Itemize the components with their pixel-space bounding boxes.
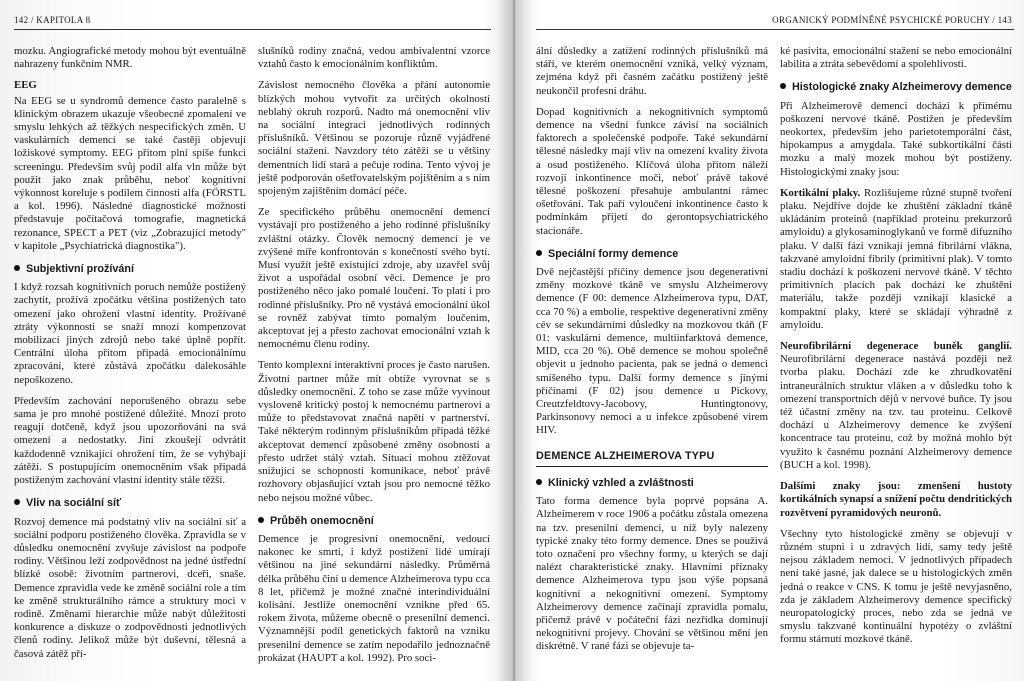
section-heading	[780, 81, 1012, 94]
section-heading	[14, 263, 246, 276]
section-heading	[536, 477, 768, 490]
paragraph: Tato forma demence byla poprvé popsána A. Alzheimerem v roce 1906 a počátku zůstala omezena na tzv. presenilní demenci, u níž byly nalezeny typické znaky této formy demence. Dnes se použivá toto označení pro všechny formy, u kterých se dají nalézt charakteristické znaky. Hlavními příznaky demence Alzheimerova typu jsou výše popsaná kognitivní a nekognitivní omezení. Symptomy Alzheimerovy demence začínají zpravidla pomalu, přičemž právě v počáteční fázi nezřídka dominují nekognitivní projevy. Chování se většinou mění jen diskrétně. V rané fázi se objevuje ta-	[536, 495, 768, 653]
paragraph: Na EEG se u syndromů demence často paralelně s klinickým obrazem ukazuje všeobecné zpomalení ve smyslu lehkých až těžkých nespecifických změn. U vaskulárních demencí se také častěji objevují ložiskové symptomy. EEG přitom plní spíše funkci screeningu. Především svůj podíl alfa vln může být použit jako znak průběhu, neboť kognitivní výkonnost koreluje s podílem činnosti alfa (FÖRSTL a kol. 1996). Následné diagnostické možnosti představuje počítačová tomografie, magnetická rezonance, SPECT a PET (viz „Zobrazující metody" v kapitole „Psychiatrická diagnostika").	[14, 94, 246, 252]
paragraph: mozku. Angiografické metody mohou být eventuálně nahrazeny funkčním NMR.	[14, 45, 246, 71]
column-3	[536, 45, 768, 662]
paragraph-lead: Kortikální plaky.	[780, 186, 861, 199]
paragraph: Dvě nejčastější příčiny demence jsou degenerativní změny mozkové tkáně ve smyslu Alzheimerovy demence (F 00: demence Alzheimerova typu, DAT, cca 70 %) a embolie, respektive degenerativní změny cév se sekundárními důsledky na mozkovou tkáň (F 01: vaskulární demence, multiinfarktová demence, MID, cca 20 %). Obě demence se mohou společně objevit u jednoho pacienta, pak se jedná o demenci smíšeného typu. Další formy demence s jinými příčinami (F 02) jsou demence u Pickovy, Creutzfeldtovy-Jacobovy, Huntingtonovy, Parkinsonovy nemoci a u infekce způsobené virem HIV.	[536, 266, 768, 437]
paragraph: ké pasivita, emocionální stažení se nebo emocionální labilita a ztráta sebevědomí a spolehlivosti.	[780, 45, 1012, 71]
column-4	[780, 45, 1012, 655]
bullet-icon	[536, 479, 542, 485]
paragraph: Rozvoj demence má podstatný vliv na sociální síť a sociální podporu postiženého člověka. Zpravidla se v důsledku onemocnění zvyšuje závislost na podpoře rodiny. Většinou leží zodpovědnost na jedné ústřední blízké osobě: životním partnerovi, dceři, snaše. Demence zpravidla vede ke změně sociální role a tím ke změně strukturálního rámce a struktury moci v rodině. Změnami hierarchie může nabýt důležitosti konkurence a diskuze o zodpovědnosti jednotlivých členů rodiny. Jelikož může být duševní, tělesná a časová zátěž pří-	[14, 515, 246, 660]
section-heading	[258, 515, 490, 528]
header-rule-left	[14, 29, 491, 30]
section-heading-eeg: EEG	[14, 79, 37, 92]
section-heading-text: Speciální formy demence	[548, 247, 679, 260]
section-heading	[536, 248, 768, 261]
paragraph: Při Alzheimerově demenci dochází k přímému poškození nervové tkáně. Postižen je především neokortex, především jeho parietotemporální část, hipokampus a amygdala. Také subkortikální části mozku a malý mozek mohou být postiženy. Histologickými znaky jsou:	[780, 99, 1012, 178]
paragraph: Tento komplexní interaktivní proces je často narušen. Životní partner může mít obtíže vyrovnat se s důsledky onemocnění. Z toho se zase může vyvinout vysloveně kritický postoj k nemocnému partnerovi a může to představovat značná napětí v partnerství. Také některým rodinným příslušníkům připadá těžké akceptovat demencí způsobené změny osobnosti a přesto udržet stálý vztah. Situaci mohou ztěžovat snižující se schopnosti komunikace, neboť právě rozhovory objasňující vztah jsou pro nemocné těžko nebo nejsou možné vůbec.	[258, 359, 490, 504]
chapter-heading: DEMENCE ALZHEIMEROVA TYPU	[536, 450, 768, 467]
paragraph: Ze specifického průběhu onemocnění demencí vystávají pro postiženého a jeho rodinné příslušníky zvláštní otázky. Člověk nemocný demencí je ve zvýšené míře konfrontován s konečností svého bytí. Musí využít ještě existující zdroje, aby uzavřel svůj život a uspořádal osobní věci. Demence je pro postiženého něco jako pomalé loučení. To platí i pro rodinné příslušníky. Pro ně vystává emocionální úkol se rovněž zabývat tímto pomalým loučením, akceptovat jej a přesto zachovat emocionální vztah k nemocnému členu rodiny.	[258, 206, 490, 351]
bullet-icon	[780, 83, 786, 89]
paragraph-lead: Neurofibrilární degenerace buněk ganglií.	[780, 340, 1012, 353]
section-heading-text: Subjektivní prožívání	[26, 263, 134, 276]
section-heading-text: Histologické znaky Alzheimerovy demence	[792, 81, 1012, 94]
book-spine	[496, 0, 532, 681]
paragraph: Dalšími znaky jsou: zmenšení hustoty kortikálních synapsí a snížení počtu dendritických rozvětvení pyramidových neuronů.	[780, 480, 1012, 519]
paragraph-body: Neurofibrilární degenerace nastává později než tvorba plaku. Dochází zde ke zhrudkovatění intraneurálních struktur vláken a v důsledku toho k omezení transportních dějů v nervové buňce. Ty jsou též účastní změny na tzv. tau proteinu. Celkově dochází u Alzheimerovy demence ke zvýšení koncentrace tau proteinu, což by možná mohlo být využito k časnému poznání Alzheimerovy demence (BUCH a kol. 1998).	[780, 353, 1012, 471]
paragraph: Dopad kognitivních a nekognitivních symptomů demence na všední funkce závisí na sociálních faktorech a společenské podpoře. Také sekundární tělesné následky mají vliv na omezení kvality života a osud postiženého. Klíčová úloha přitom náleží rozvoji inkontinence moči, neboť právě takové tělesné poškození přesahuje ambulantní rámec ošetřování. Tak paří vyloučení inkontinence často k podmínkám přijetí do gerontopsychiatrického stacionáře.	[536, 105, 768, 237]
section-heading-text: Klinický vzhled a zvláštnosti	[548, 476, 694, 489]
section-heading	[14, 497, 246, 510]
paragraph	[780, 340, 1012, 472]
column-1	[14, 45, 246, 669]
section-heading-text: Vliv na sociální síť	[26, 497, 122, 510]
paragraph	[780, 187, 1012, 332]
paragraph: Především zachování neporušeného obrazu sebe sama je pro mnohé postižené důležité. Mnozí proto reagují dotčeně, když jsou upozorňováni na svá omezení a nedostatky. Jiní zkoušejí odvrátit každodenně vznikající ohrožení tím, že se vyhýbají zátěží. S postupujícím onemocněním však připadá postiženým zachování vlastní identity stále těžší.	[14, 394, 246, 487]
page-header-right: ORGANICKÝ PODMÍNĚNÉ PSYCHICKÉ PORUCHY / 143	[772, 15, 1012, 25]
bullet-icon	[14, 265, 20, 271]
paragraph: slušníků rodiny značná, vedou ambivalentní vzorce vztahů často k emocionálním konfliktům.	[258, 45, 490, 71]
section-heading-text: Průběh onemocnění	[270, 514, 374, 527]
paragraph: I když rozsah kognitivních poruch nemůže postižený zachytit, prožívá zpočátku většina postižených tato omezení jako ohrožení vlastní identity. Prožívané ztráty výkonnosti se snaží mnozí kompenzovat mobilizací jiných zdrojů nebo také úplně popřít. Centrální úloha přitom připadá emocionálnímu zpracování, které zůstává zpočátku dalekosáhle nepoškozeno.	[14, 281, 246, 386]
paragraph: Demence je progresivní onemocnění, vedoucí nakonec ke smrti, i když postižení lidé umírají většinou na jiné sekundární následky. Průměrná délka průběhu činí u demence Alzheimerova typu cca 8 let, přičemž je možné značné interindividuální kolísání. Jestliže onemocnění vznikne před 65. rokem života, můžeme obecně o presenilní demenci. Významnější podíl genetických faktorů na vzniku presenilní demence se zatím nepodařilo jednoznačně prokázat (HAUPT a kol. 1992). Pro soci-	[258, 532, 490, 664]
paragraph: Závislost nemocného člověka a přání autonomie blízkých mohou vytvořit za určitých okolností neblahý okruh rozporů. Nadto má onemocnění vliv na sociální integraci jednotlivých rodinných příslušníků. Většinou se pozoruje různě vyjádřené sociální stažení. Navzdory této zátěži se u většiny dementních lidí stará a pečuje rodina. Tento vývoj je ještě podporován ošetřovatelským pojištěním a s ním spojeným zajištěním domácí péče.	[258, 79, 490, 198]
bullet-icon	[258, 517, 264, 523]
paragraph: Všechny tyto histologické změny se objevují v různém stupni i u zdravých lidí, samy tedy ještě nejsou základem nemoci. V jednotlivých případech není také jasné, jak dalece se u histologických změn jedná o reakce v CNS. K tomu je ještě nevyjasněno, zda je základem Alzheimerovy demence specifický neuropatologický proces, nebo zda se jedná ve smyslu takzvané kontinuální hypotézy o zvláštní formu stárnutí mozkové tkáně.	[780, 527, 1012, 646]
paragraph-body: Rozlišujeme různé stupně tvoření plaku. Nejdříve dojde ke zhuštění základní tkáně ukládáním proteinů (například proteinu prekurzorů amyloidu) a glykosaminoglykanů ve formě difuzního plaku. V další fázi vznikají jemná fibrilární vlákna, takzvané amyloidní fibrily (primitivní plak). V tomto stadiu dochází k poškození nervové tkáně. V těchto primitivních placích pak dochází ke zhuštění materiálu, takže později vznikají klasické a kompaktní plaky, které se skládají výhradně z amyloidu.	[780, 186, 1012, 331]
bullet-icon	[536, 250, 542, 256]
bullet-icon	[14, 499, 20, 505]
header-rule-right	[536, 29, 1014, 30]
column-2	[258, 45, 490, 673]
page-header-left: 142 / KAPITOLA 8	[14, 15, 91, 25]
paragraph: ální důsledky a zatížení rodinných příslušníků má stáří, ve kterém onemocnění vzniká, velký význam, zejména když při časném začátku postižený ještě neukončil profesní dráhu.	[536, 45, 768, 97]
